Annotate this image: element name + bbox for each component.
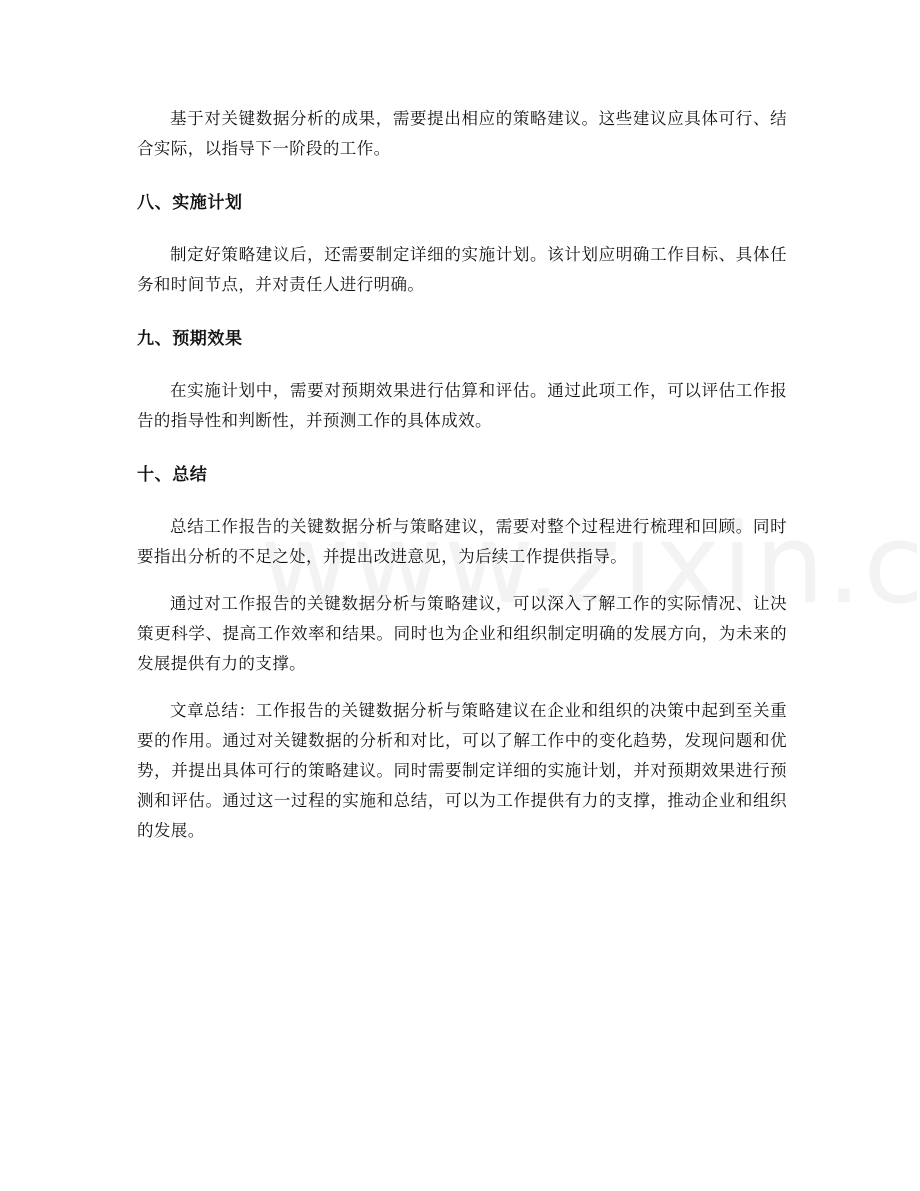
expected-effect-paragraph: 在实施计划中，需要对预期效果进行估算和评估。通过此项工作，可以评估工作报告的指导性和判断性，并预测工作的具体成效。 [137,381,787,430]
summary-paragraph-2: 通过对工作报告的关键数据分析与策略建议，可以深入了解工作的实际情况、让决策更科学、提高工作效率和结果。同时也为企业和组织制定明确的发展方向，为未来的发展提供有力的支撑。 [137,594,787,673]
document-body [137,104,787,846]
section-heading-summary: 十、总结 [137,465,208,485]
summary-paragraph-1: 总结工作报告的关键数据分析与策略建议，需要对整个过程进行梳理和回顾。同时要指出分析的不足之处，并提出改进意见，为后续工作提供指导。 [137,517,787,566]
intro-paragraph: 基于对关键数据分析的成果，需要提出相应的策略建议。这些建议应具体可行、结合实际，以指导下一阶段的工作。 [137,109,787,158]
implementation-plan-paragraph: 制定好策略建议后，还需要制定详细的实施计划。该计划应明确工作目标、具体任务和时间节点，并对责任人进行明确。 [137,245,787,294]
section-heading-expected-effect: 九、预期效果 [137,329,243,349]
article-summary-paragraph: 文章总结：工作报告的关键数据分析与策略建议在企业和组织的决策中起到至关重要的作用。通过对关键数据的分析和对比，可以了解工作中的变化趋势，发现问题和优势，并提出具体可行的策略建议。同时需要制定详细的实施计划，并对预期效果进行预测和评估。通过这一过程的实施和总结，可以为工作提供有力的支撑，推动企业和组织的发展。 [137,701,787,840]
section-heading-implementation-plan: 八、实施计划 [137,193,243,213]
